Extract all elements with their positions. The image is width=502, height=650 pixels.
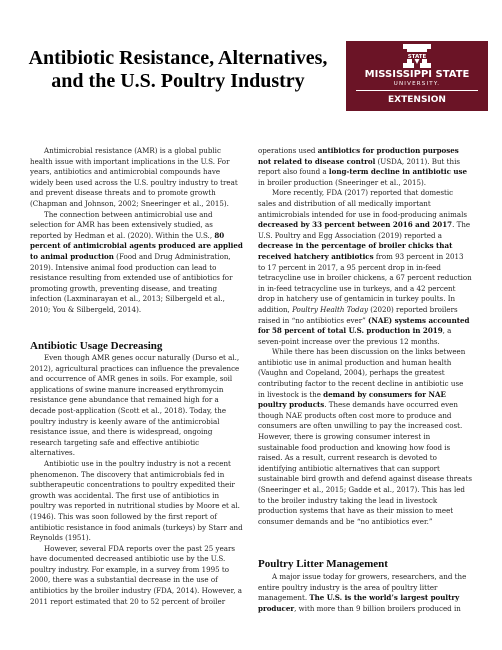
usage-block [30,353,244,607]
paragraph-history: Antibiotic use in the poultry industry is not a recent phenomenon. The discovery that antimicrobials fed in subtherapeutic concentrations to poultry expedited their growth was accidental. The first use of antibiotics in poultry was reported in nutritional studies by Moore et al. (1946). This was soon followed by the first report of antibiotic resistance in food animals (turkeys) by Starr and Reynolds (1951). [30,458,243,543]
paragraph-fda-2017: More recently, FDA (2017) reported that domestic sales and distribution of all medically important antimicrobials intended for use in food-producing animals decreased by 33 percent between 2016 and 2017. The U.S. Poultry and Egg Association (2019) reported a decrease in the percentage of broiler chicks that received hatchery antibiotics from 93 percent in 2013 to 17 percent in 2017, a 95 percent drop in in-feed tetracycline use in broiler chickens, a 67 percent reduction in in-feed tetracycline use in turkeys, and a 42 percent drop in hatchery use of gentamicin in turkey poults. In addition, Poultry Health Today (2020) reported broilers raised in “no antibiotics ever” (NAE) systems accounted for 58 percent of total U.S. production in 2019, a seven-point increase over the previous 12 months. [258,188,472,346]
title-line-1: Antibiotic Resistance, Alternatives, [28,47,328,69]
heading-antibiotic-usage: Antibiotic Usage Decreasing [30,340,163,352]
paragraph-consumer-demand: While there has been discussion on the links between antibiotic use in animal production and human health (Vaughn and Copeland, 2004), perhaps the greatest contributing factor to the recent decline in antibiotic use in livestock is the demand by consumers for NAE poultry products. These demands have occurred even though NAE products often cost more to produce and consumers are often unwilling to pay the increased cost. However, there is growing consumer interest in sustainable food production and knowing how food is raised. As a result, current research is devoted to identifying antibiotic alternatives that can support sustainable bird growth and defend against disease threats (Sneeringer et al., 2015; Gadde et al., 2017). This has led to the broiler industry taking the lead in livestock production systems that have as their mission to meet consumer demands and be “no antibiotics ever.” [258,347,473,526]
m-state-emblem-icon [401,43,433,69]
paragraph-intro: Antimicrobial resistance (AMR) is a global public health issue with important implications in the U.S. For years, antibiotics and antimicrobial compounds have widely been used across the U.S. poultry industry to treat and prevent disease threats and to promote growth (Chapman and Johnson, 2002; Sneeringer et al., 2015). [30,146,238,208]
logo-divider [356,90,478,91]
paragraph-amr-genes: Even though AMR genes occur naturally (Durso et al., 2012), agricultural practices can influence the prevalence and occurrence of AMR genes in soils. For example, soil applications of swine manure increased erythromycin resistance gene abundance that remained high for a decade post-application (Scott et al., 2018). Today, the poultry industry is keenly aware of the antimicrobial resistance issue, and there is widespread, ongoing research targeting safe and effective antibiotic alternatives. [30,353,240,458]
msu-extension-logo [346,41,488,111]
right-top-block [258,146,472,527]
paragraph-litter: A major issue today for growers, researchers, and the entire poultry industry is the area of poultry litter management. The U.S. is the world’s largest poultry producer, with more than 9 billion broilers produced in [258,572,467,613]
heading-poultry-litter: Poultry Litter Management [258,558,388,570]
logo-university-label: UNIVERSITY. [393,81,441,87]
page-title [18,47,338,93]
paragraph-fda-reports: However, several FDA reports over the past 25 years have documented decreased antibiotic use by the U.S. poultry industry. For example, in a survey from 1995 to 2000, there was a substantial decrease in the use of antibiotics by the broiler industry (FDA, 2014). However, a 2011 report estimated that 20 to 52 percent of broiler [30,543,242,606]
title-line-2: and the U.S. Poultry Industry [51,70,305,92]
paragraph-connection: The connection between antimicrobial use and selection for AMR has been extensively studied, as reported by Hedman et al. (2020). Within the U.S., 80 percent of antimicrobial agents produced are applied to animal production (Food and Drug Administration, 2019). Intensive animal food production can lead to resistance resulting from extended use of antibiotics for promoting growth, preventing disease, and treating infection (Laxminarayan et al., 2013; Silbergeld et al., 2010; You & Silbergeld, 2014). [30,209,243,314]
logo-university-name: MISSISSIPPI STATE [364,69,470,80]
emblem-text: STATE [407,54,427,60]
logo-extension-label: EXTENSION [388,95,446,105]
paragraph-continuation: operations used antibiotics for production purposes not related to disease control (USDA, 2011). But this report also found a long-term decline in antibiotic use in broiler production (Sneeringer et al., 2015). [258,146,468,187]
litter-block [258,572,472,614]
intro-block [30,146,244,316]
